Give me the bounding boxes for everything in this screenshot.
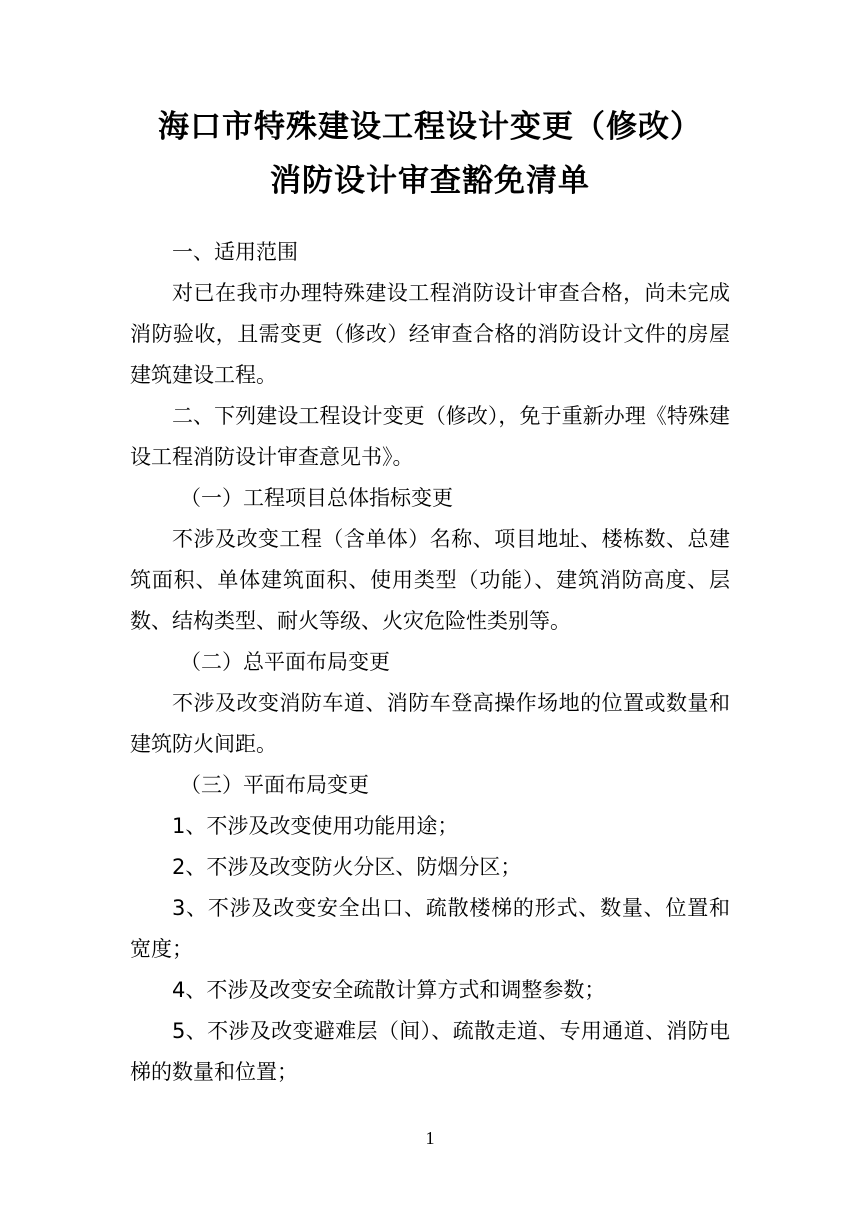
subsection-1-heading: （一）工程项目总体指标变更 [180, 486, 453, 510]
page-number: 1 [425, 1128, 435, 1148]
document-title [0, 100, 860, 208]
list-item-4: 4、不涉及改变安全疏散计算方式和调整参数； [172, 978, 606, 1002]
subsection-2-heading: （二）总平面布局变更 [180, 650, 390, 674]
title-line-1: 海口市特殊建设工程设计变更（修改） [158, 109, 702, 145]
subsection-2-paragraph: 不涉及改变消防车道、消防车登高操作场地的位置或数量和建筑防火间距。 [130, 691, 730, 756]
list-item-5: 5、不涉及改变避难层（间）、疏散走道、专用通道、消防电梯的数量和位置； [130, 1019, 730, 1084]
subsection-1-paragraph: 不涉及改变工程（含单体）名称、项目地址、楼栋数、总建筑面积、单体建筑面积、使用类型（功能）、建筑消防高度、层数、结构类型、耐火等级、火灾危险性类别等。 [130, 527, 730, 633]
section-1-heading: 一、适用范围 [172, 240, 298, 264]
list-item-2: 2、不涉及改变防火分区、防烟分区； [172, 855, 522, 879]
list-item-3: 3、不涉及改变安全出口、疏散楼梯的形式、数量、位置和宽度； [130, 896, 730, 961]
list-item-1: 1、不涉及改变使用功能用途； [172, 814, 459, 838]
section-2-paragraph: 二、下列建设工程设计变更（修改），免于重新办理《特殊建设工程消防设计审查意见书》。 [130, 404, 730, 469]
subsection-3-heading: （三）平面布局变更 [180, 773, 369, 797]
document-body [130, 232, 730, 1093]
section-1-paragraph: 对已在我市办理特殊建设工程消防设计审查合格，尚未完成消防验收，且需变更（修改）经审查合格的消防设计文件的房屋建筑建设工程。 [130, 281, 730, 387]
title-line-2: 消防设计审查豁免清单 [270, 163, 590, 199]
